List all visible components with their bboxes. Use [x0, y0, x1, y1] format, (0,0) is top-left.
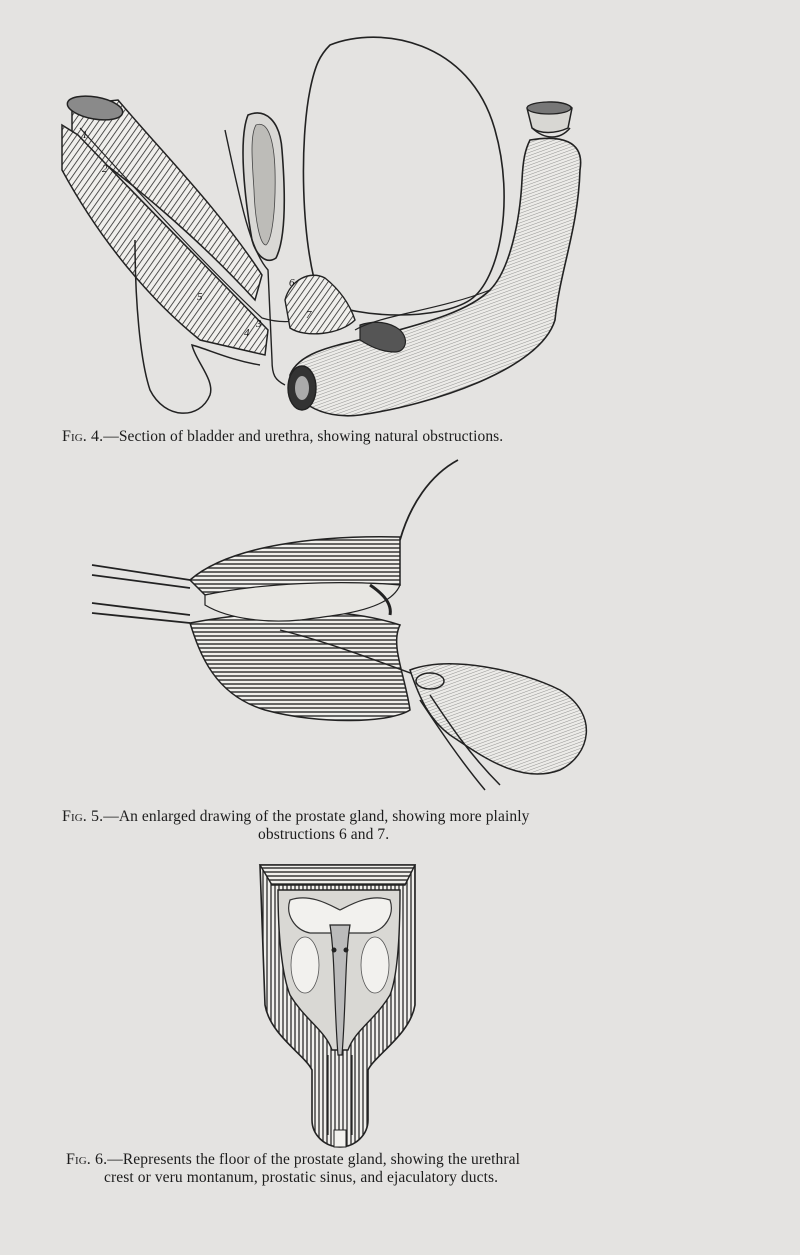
figure-5-caption-line-1: —An enlarged drawing of the prostate gland, showing more plainly: [103, 808, 530, 825]
figure-6-caption-line-2: crest or veru montanum, prostatic sinus, and ejaculatory ducts.: [104, 1169, 499, 1186]
figure-4-caption: [62, 428, 503, 446]
label-3: 5: [197, 291, 203, 303]
label-6: 6: [289, 277, 295, 289]
figure-4-caption-text: —Section of bladder and urethra, showing natural obstructions.: [103, 428, 504, 445]
label-1: 1: [82, 129, 88, 141]
label-4: 4: [244, 327, 250, 339]
figure-6-caption-line-2-row: [104, 1169, 498, 1187]
figure-6-number: Fig. 6.: [66, 1151, 108, 1168]
figure-6-caption: [66, 1151, 520, 1169]
label-5: 3: [256, 318, 262, 330]
figure-4-number: Fig. 4.: [62, 428, 104, 445]
label-2: 2: [102, 163, 108, 175]
figure-4-illustration: [0, 0, 800, 430]
figure-6-caption-line-1: —Represents the floor of the prostate gland, showing the urethral: [107, 1151, 521, 1168]
figure-5-number: Fig. 5.: [62, 808, 104, 825]
figure-5-illustration: [0, 455, 800, 800]
label-7: 7: [306, 309, 312, 321]
figure-6-illustration: [250, 855, 430, 1150]
figure-5-caption-line-2-row: [258, 826, 389, 844]
figure-5-caption-line-2: obstructions 6 and 7.: [258, 826, 390, 843]
figure-5-caption: [62, 808, 529, 826]
